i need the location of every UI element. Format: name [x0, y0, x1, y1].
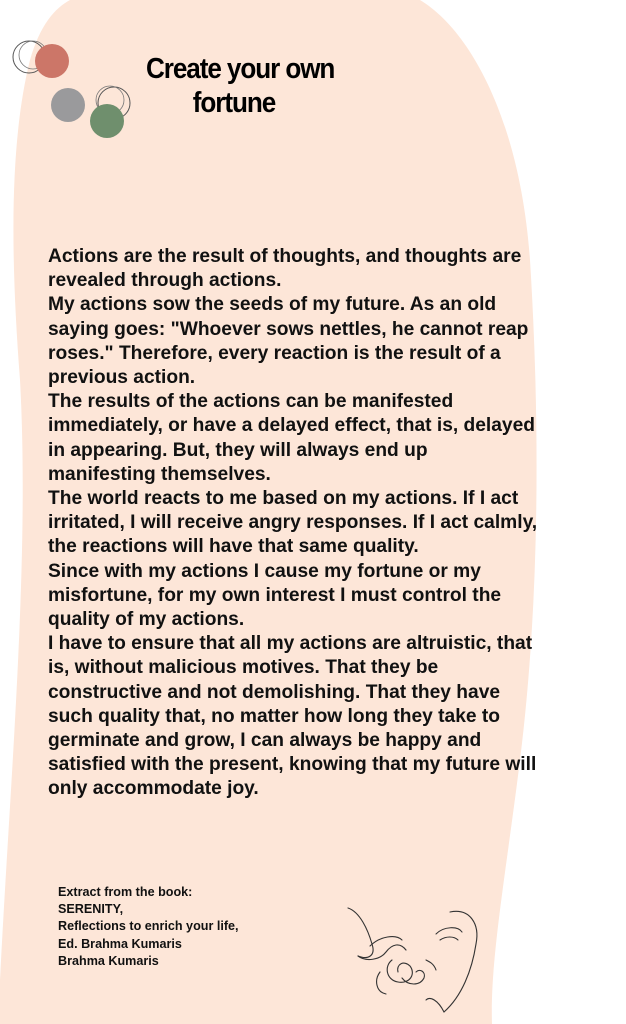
paragraph: The results of the actions can be manifested immediately, or have a delayed effect, that is, delayed in appearing. But, they will always end up manifesting themselves.: [48, 391, 535, 485]
circle-cluster-icon: [0, 0, 150, 150]
title-line-2: fortune: [192, 87, 276, 119]
credit-line: Brahma Kumaris: [58, 953, 159, 968]
credit-line: Reflections to enrich your life,: [58, 919, 239, 934]
credit-line: Extract from the book:: [58, 885, 193, 899]
credit-line: SERENITY,: [58, 902, 124, 917]
paragraph: I have to ensure that all my actions are altruistic, that is, without malicious motives. That they be constructive and not demolishing. That they have such quality that, no matter how long they take to germinate and grow, I can always be happy and satisfied with the present, knowing that my future will only accommodate joy.: [48, 633, 537, 800]
title-line-1: Create your own: [146, 53, 335, 85]
paragraph: Actions are the result of thoughts, and thoughts are revealed through actions.: [48, 246, 522, 292]
face-line-art-icon: [340, 900, 490, 1018]
quote-body: [48, 245, 538, 802]
book-credit: [58, 884, 318, 970]
credit-line: Ed. Brahma Kumaris: [58, 936, 182, 951]
paragraph: Since with my actions I cause my fortune or my misfortune, for my own interest I must control the quality of my actions.: [48, 560, 502, 631]
paragraph: My actions sow the seeds of my future. As an old saying goes: "Whoever sows nettles, he cannot reap roses." Therefore, every reaction is the result of a previous action.: [48, 294, 529, 389]
page-title: [146, 52, 380, 120]
paragraph: The world reacts to me based on my actions. If I act irritated, I will receive angry responses. If I act calmly, the reactions will have that same quality.: [48, 488, 538, 558]
